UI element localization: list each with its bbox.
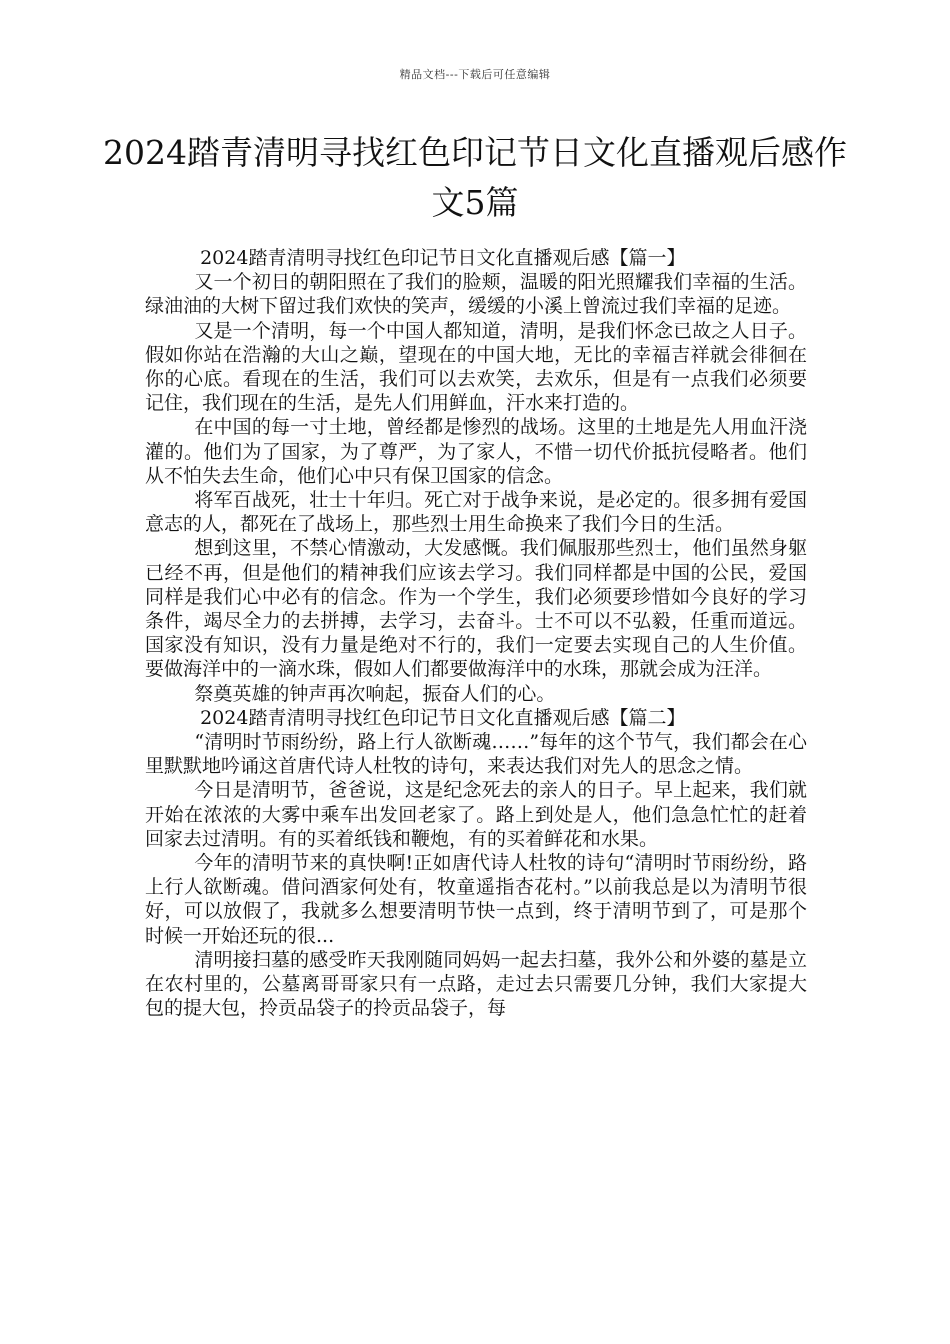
paragraph: 今日是清明节，爸爸说，这是纪念死去的亲人的日子。早上起来，我们就开始在浓浓的大雾中乘车出发回老家了。路上到处是人，他们急急忙忙的赶着回家去过清明。有的买着纸钱和鞭炮，有的买着鲜花和水果。 — [145, 779, 807, 850]
section-heading-1: 2024踏青清明寻找红色印记节日文化直播观后感【篇一】 — [200, 247, 686, 269]
document-body — [145, 246, 807, 1021]
paragraph: 想到这里，不禁心情激动，大发感慨。我们佩服那些烈士，他们虽然身躯已经不再，但是他们的精神我们应该去学习。我们同样都是中国的公民，爱国同样是我们心中必有的信念。作为一个学生，我们必须要珍惜如今良好的学习条件，竭尽全力的去拼搏，去学习，去奋斗。士不可以不弘毅，任重而道远。国家没有知识，没有力量是绝对不行的，我们一定要去实现自己的人生价值。要做海洋中的一滴水珠，假如人们都要做海洋中的水珠，那就会成为汪洋。 — [145, 537, 807, 681]
paragraph: 清明接扫墓的感受昨天我刚随同妈妈一起去扫墓，我外公和外婆的墓是立在农村里的，公墓离哥哥家只有一点路，走过去只需要几分钟，我们大家提大包的提大包，拎贡品袋子的拎贡品袋子，每 — [145, 948, 807, 1020]
paragraph: 又是一个清明，每一个中国人都知道，清明，是我们怀念已故之人日子。假如你站在浩瀚的大山之巅，望现在的中国大地，无比的幸福吉祥就会徘徊在你的心底。看现在的生活，我们可以去欢笑，去欢乐，但是有一点我们必须要记住，我们现在的生活，是先人们用鲜血，汗水来打造的。 — [145, 319, 807, 415]
paragraph: 今年的清明节来的真快啊!正如唐代诗人杜牧的诗句“清明时节雨纷纷，路上行人欲断魂。借问酒家何处有，牧童遥指杏花村。”以前我总是以为清明节很好，可以放假了，我就多么想要清明节快一点到，终于清明节到了，可是那个时候一开始还玩的很... — [145, 852, 807, 947]
page-header-note: 精品文档---下载后可任意编辑 — [399, 68, 551, 81]
paragraph: 祭奠英雄的钟声再次响起，振奋人们的心。 — [194, 682, 556, 705]
paragraph: 又一个初日的朝阳照在了我们的脸颊，温暖的阳光照耀我们幸福的生活。绿油油的大树下留过我们欢快的笑声，缓缓的小溪上曾流过我们幸福的足迹。 — [145, 271, 807, 318]
section-heading-2: 2024踏青清明寻找红色印记节日文化直播观后感【篇二】 — [200, 706, 686, 729]
paragraph: 将军百战死，壮士十年归。死亡对于战争来说，是必定的。很多拥有爱国意志的人，都死在了战场上，那些烈士用生命换来了我们今日的生活。 — [145, 489, 807, 536]
paragraph: “清明时节雨纷纷，路上行人欲断魂……”每年的这个节气，我们都会在心里默默地吟诵这首唐代诗人杜牧的诗句，来表达我们对先人的思念之情。 — [145, 731, 807, 778]
paragraph: 在中国的每一寸土地，曾经都是惨烈的战场。这里的土地是先人用血汗浇灌的。他们为了国家，为了尊严，为了家人，不惜一切代价抵抗侵略者。他们从不怕失去生命，他们心中只有保卫国家的信念。 — [145, 416, 807, 487]
document-title: 2024踏青清明寻找红色印记节日文化直播观后感作文5篇 — [103, 133, 847, 222]
